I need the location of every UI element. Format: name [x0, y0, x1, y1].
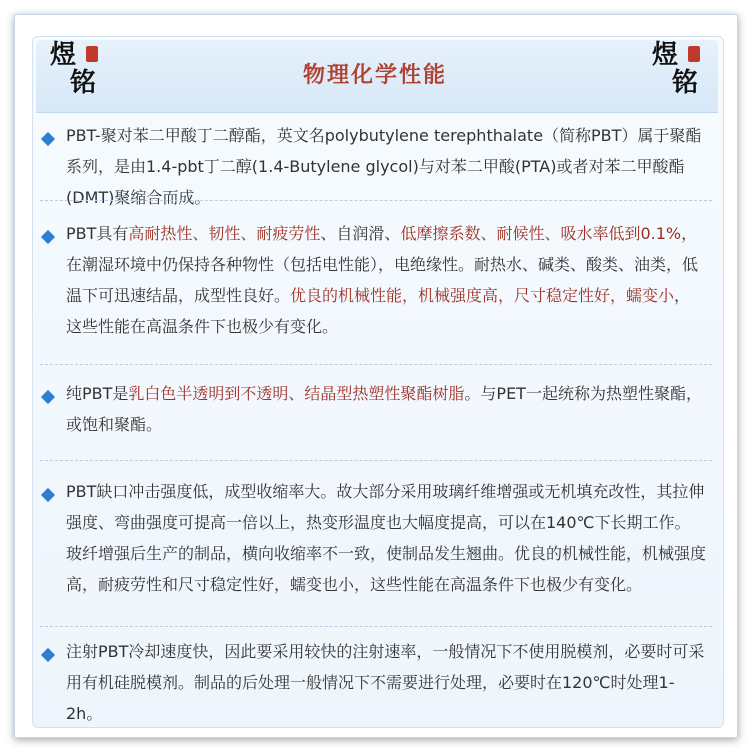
body-text: PBT具有: [66, 224, 129, 243]
divider: [40, 626, 712, 627]
body-text: 。与PET一起统称为热塑性聚酯，或饱和聚酯。: [66, 384, 702, 434]
paragraph-pure-pbt: [66, 378, 706, 440]
logo-char: 煜: [652, 40, 679, 70]
highlighted-text: 乳白色半透明到不透明、结晶型热塑性聚酯树脂: [128, 384, 465, 403]
page-title: 物理化学性能: [302, 63, 447, 88]
body-text: 纯PBT是: [66, 384, 129, 403]
logo-char: 煜: [50, 40, 77, 70]
paragraph-properties: [66, 218, 706, 342]
highlighted-text: 高耐热性、韧性、耐疲劳性: [128, 224, 321, 243]
highlighted-text: 优良的机械性能，机械强度高，尺寸稳定性好，蠕变小: [290, 286, 675, 305]
logo-char: 铭: [672, 68, 699, 98]
body-text: PBT-聚对苯二甲酸丁二醇酯，英文名polybutylene terephthalate（简称PBT）属于聚酯系列，是由1.4-pbt丁二醇(1.4-Butylene glycol)与对苯二甲酸(PTA)或者对苯二甲酸酯(DMT)聚缩合而成。: [66, 126, 702, 207]
logo-char: 铭: [70, 68, 97, 98]
highlighted-text: 低摩擦系数、耐候性、吸水率低到0.1%: [400, 224, 682, 243]
divider: [40, 460, 712, 461]
body-text: ，这些性能在高温条件下也极少有变化。: [66, 286, 691, 336]
body-text: ，在潮湿环境中仍保持各种物性（包括电性能），电绝缘性。耐热水、碱类、酸类、油类，低温下可迅速结晶，成型性良好。: [66, 224, 699, 305]
paragraph-reinforcement: [66, 476, 706, 600]
divider: [40, 200, 712, 201]
body-text: 、自润滑、: [320, 224, 401, 243]
paragraph-injection: [66, 636, 706, 729]
body-text: PBT缺口冲击强度低，成型收缩率大。故大部分采用玻璃纤维增强或无机填充改性，其拉伸强度、弯曲强度可提高一倍以上，热变形温度也大幅度提高，可以在140℃下长期工作。玻纤增强后生产的制品，横向收缩率不一致，使制品发生翘曲。优良的机械性能，机械强度高，耐疲劳性和尺寸稳定性好，蠕变也小，这些性能在高温条件下也极少有变化。: [66, 482, 707, 594]
divider: [40, 364, 712, 365]
body-text: 注射PBT冷却速度快，因此要采用较快的注射速率，一般情况下不使用脱模剂，必要时可采用有机硅脱模剂。制品的后处理一般情况下不需要进行处理，必要时在120℃时处理1-2h。: [66, 642, 705, 723]
